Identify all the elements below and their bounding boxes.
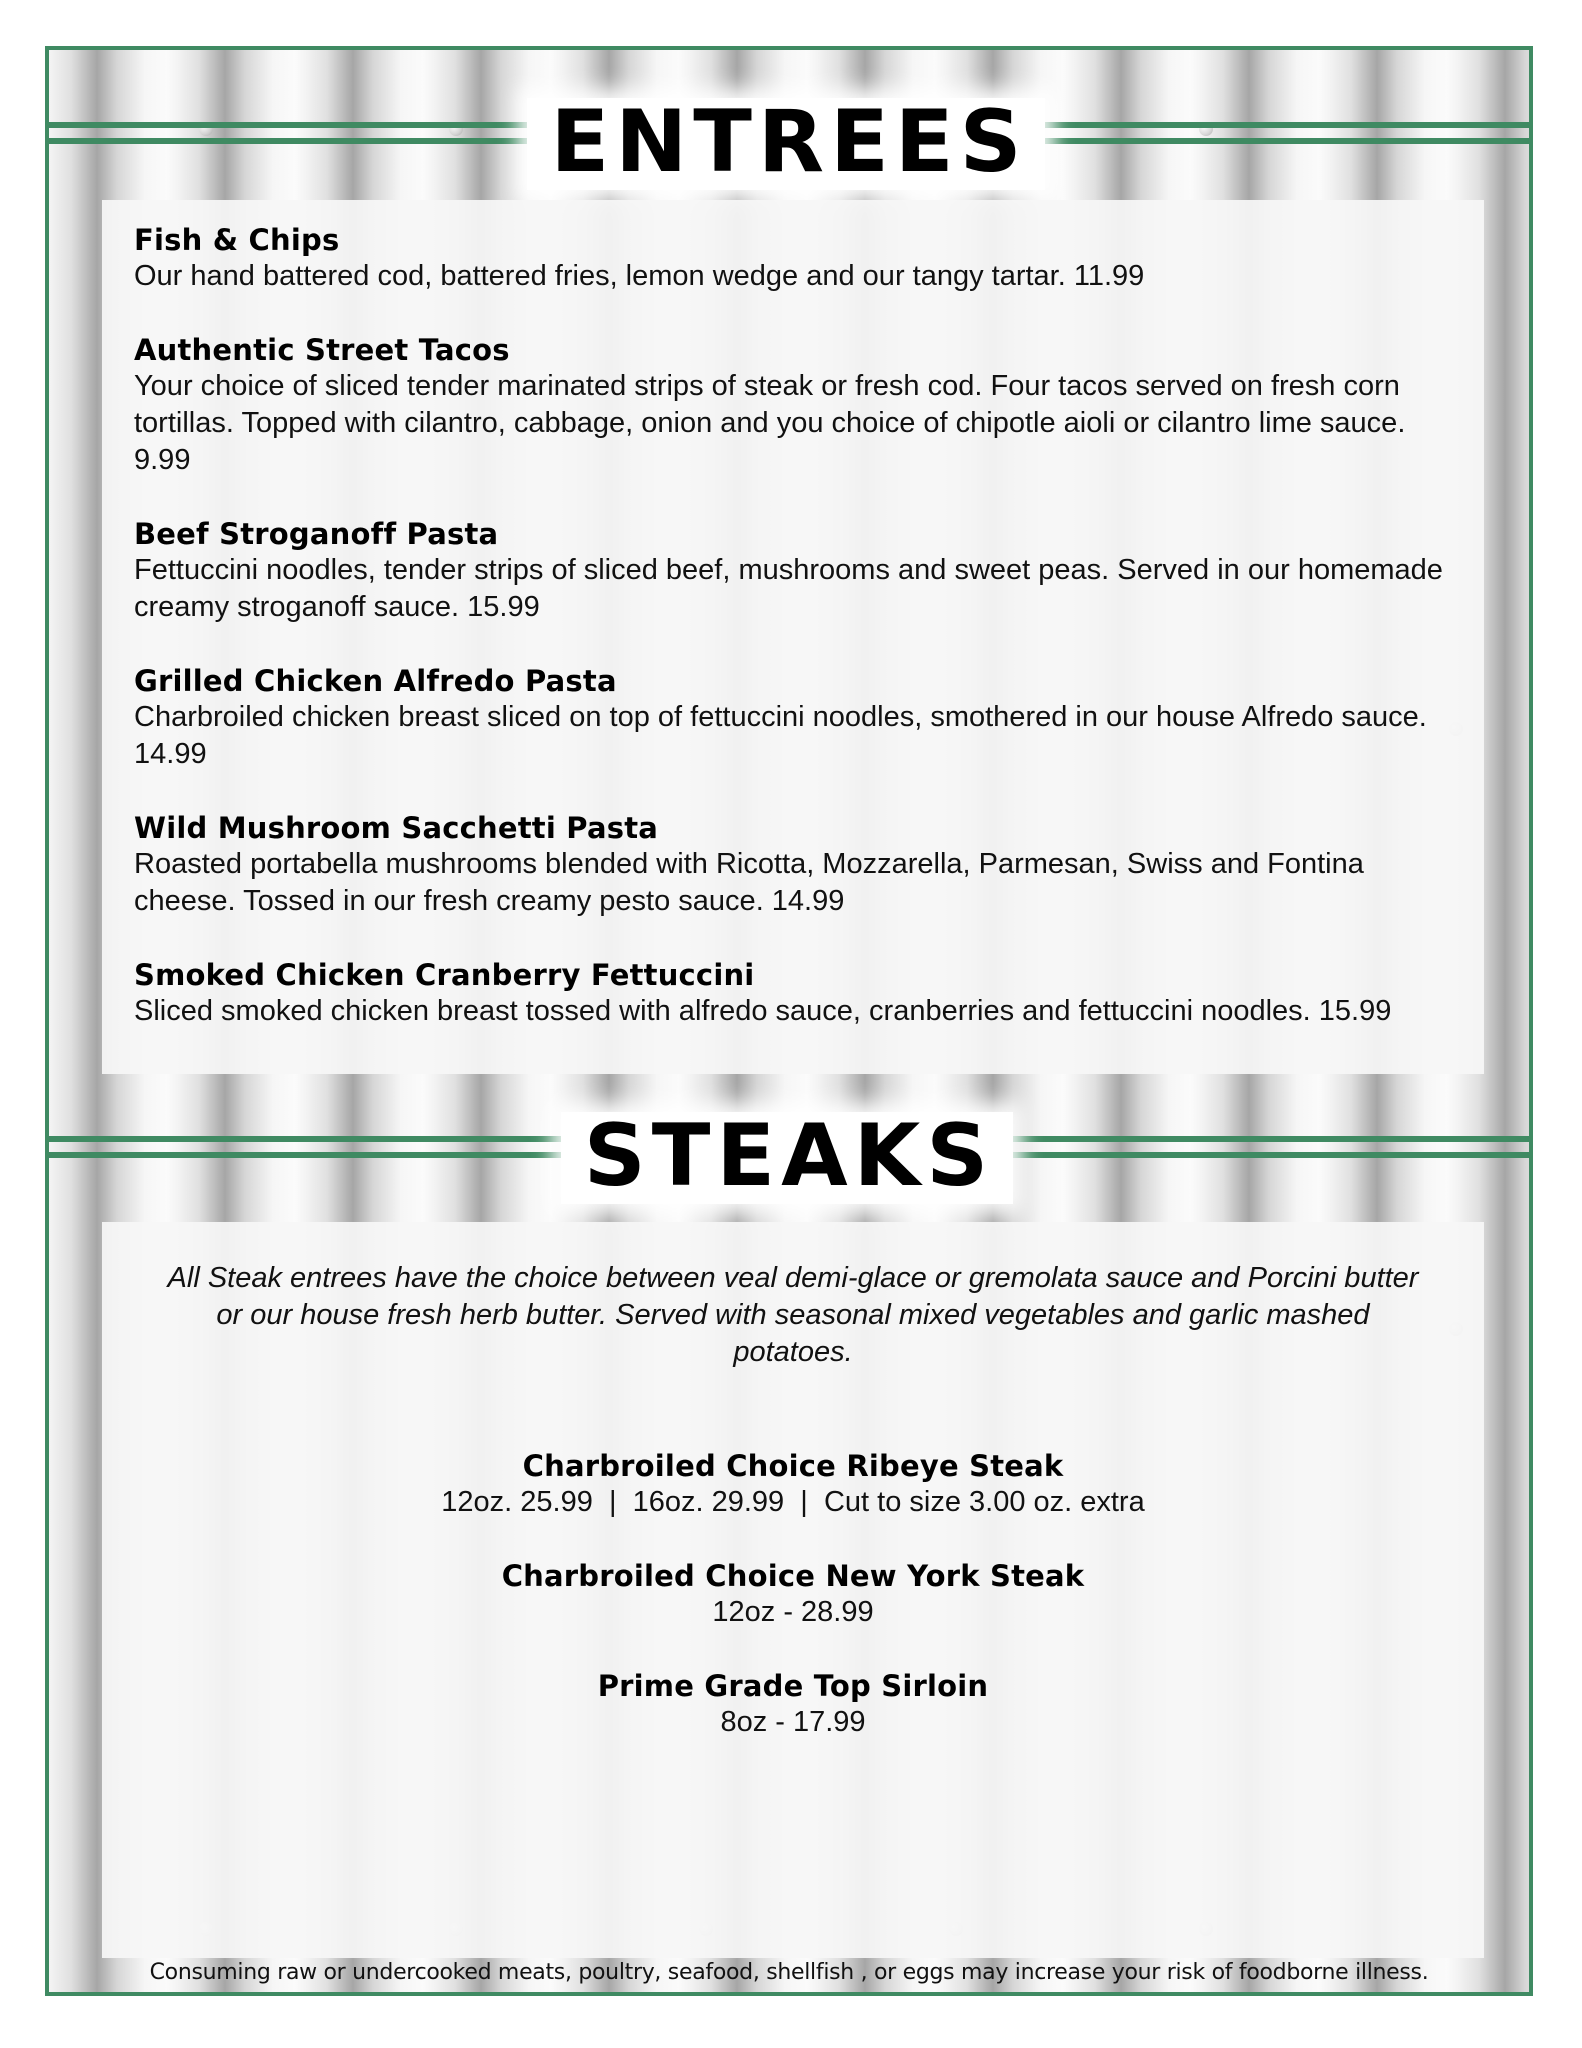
steak-price: 12oz - 28.99 [712,1596,874,1628]
entree-name: Beef Stroganoff Pasta [134,517,499,551]
steak-item [162,1558,1424,1631]
steak-name: Charbroiled Choice Ribeye Steak [522,1449,1064,1483]
entrees-heading: ENTREES [550,92,1028,192]
entree-description: Fettuccini noodles, tender strips of sliced beef, mushrooms and sweet peas. Served in our homemade creamy stroganoff sauce. 15.99 [134,554,1443,623]
steaks-panel [102,1222,1484,1958]
entree-item [134,516,1452,626]
entree-item [134,222,1452,295]
entree-item [134,332,1452,479]
menu-page-frame [45,46,1533,1996]
entree-name: Authentic Street Tacos [134,333,510,367]
steak-note: All Steak entrees have the choice between veal demi-glace or gremolata sauce and Porcini butter or our house fresh herb butter. Served with seasonal mixed vegetables and garlic mashed potatoes. [167,1262,1419,1368]
steak-item [162,1448,1424,1521]
steak-name: Prime Grade Top Sirloin [597,1669,989,1703]
steak-price: 8oz - 17.99 [720,1706,866,1738]
steak-name: Charbroiled Choice New York Steak [501,1559,1085,1593]
entree-item [134,663,1452,773]
entree-name: Smoked Chicken Cranberry Fettuccini [134,958,755,992]
entree-item [134,810,1452,920]
entree-description: Our hand battered cod, battered fries, lemon wedge and our tangy tartar. 11.99 [134,260,1145,292]
entree-name: Grilled Chicken Alfredo Pasta [134,664,617,698]
entree-description: Your choice of sliced tender marinated strips of steak or fresh cod. Four tacos served on fresh corn tortillas. Topped with cilantro, cabbage, onion and you choice of chipotle aioli or cilantro lime sauce. 9.99 [134,370,1406,476]
entree-description: Roasted portabella mushrooms blended with Ricotta, Mozzarella, Parmesan, Swiss and Fontina cheese. Tossed in our fresh creamy pesto sauce. 14.99 [134,848,1364,917]
entree-name: Fish & Chips [134,223,340,257]
entree-item [134,957,1452,1030]
steaks-heading: STEAKS [583,1106,995,1206]
steak-price: 12oz. 25.99 | 16oz. 29.99 | Cut to size 3.00 oz. extra [441,1486,1145,1518]
food-safety-disclaimer: Consuming raw or undercooked meats, poultry, seafood, shellfish , or eggs may increase your risk of foodborne illness. [149,1960,1429,1985]
entree-name: Wild Mushroom Sacchetti Pasta [134,811,659,845]
entrees-panel [102,200,1484,1074]
steak-item [162,1668,1424,1741]
entree-description: Charbroiled chicken breast sliced on top of fettuccini noodles, smothered in our house Alfredo sauce. 14.99 [134,701,1427,770]
entree-description: Sliced smoked chicken breast tossed with alfredo sauce, cranberries and fettuccini noodles. 15.99 [134,995,1392,1027]
